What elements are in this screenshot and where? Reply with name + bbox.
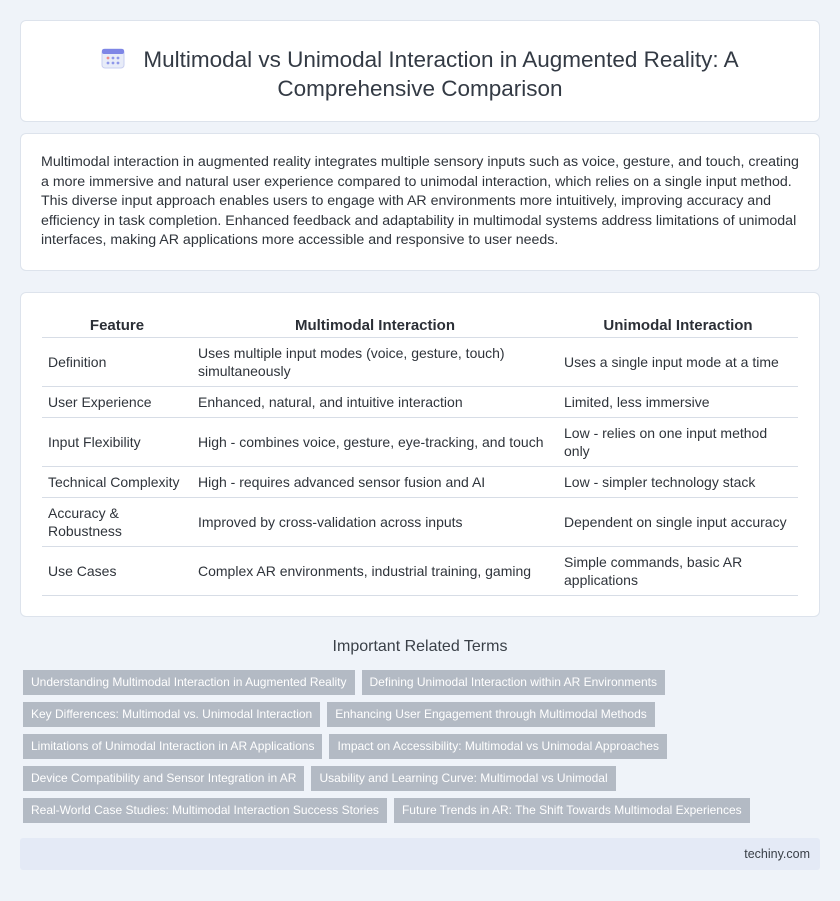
table-row (42, 417, 798, 466)
related-term-tag[interactable]: Key Differences: Multimodal vs. Unimodal Interaction (23, 702, 320, 727)
unimodal-cell: Limited, less immersive (558, 386, 798, 417)
tag-row (23, 734, 667, 759)
related-term-tag[interactable]: Impact on Accessibility: Multimodal vs Unimodal Approaches (329, 734, 666, 759)
table-row (42, 337, 798, 386)
header-feature: Feature (42, 315, 192, 337)
multimodal-cell: Complex AR environments, industrial training, gaming (192, 546, 558, 595)
related-term-tag[interactable]: Device Compatibility and Sensor Integration in AR (23, 766, 304, 791)
multimodal-cell: Uses multiple input modes (voice, gesture, touch) simultaneously (192, 337, 558, 386)
unimodal-cell: Uses a single input mode at a time (558, 337, 798, 386)
intro-paragraph: Multimodal interaction in augmented reality integrates multiple sensory inputs such as voice, gesture, and touch, creating a more immersive and natural user experience compared to unimodal interaction, which relies on a single input method. This diverse input approach enables users to engage with AR environments more intuitively, improving accuracy and efficiency in task completion. Enhanced feedback and adaptability in multimodal systems address limitations of unimodal interfaces, making AR applications more accessible and responsive to user needs. (41, 154, 799, 249)
table-row (42, 497, 798, 546)
related-term-tag[interactable]: Limitations of Unimodal Interaction in AR Applications (23, 734, 322, 759)
related-terms-title: Important Related Terms (332, 638, 508, 655)
feature-cell: Technical Complexity (42, 466, 192, 497)
footer-bar (20, 838, 820, 870)
feature-cell: Input Flexibility (42, 417, 192, 466)
table-row (42, 546, 798, 595)
header-unimodal: Unimodal Interaction (558, 315, 798, 337)
feature-cell: Accuracy & Robustness (42, 497, 192, 546)
unimodal-cell: Low - relies on one input method only (558, 417, 798, 466)
footer-site-link[interactable]: techiny.com (744, 847, 810, 861)
table-row (42, 466, 798, 497)
comparison-card (20, 292, 820, 617)
calendar-icon (101, 47, 125, 69)
title-line-1: Multimodal vs Unimodal Interaction in Augmented Reality: A (143, 47, 739, 72)
header-multimodal: Multimodal Interaction (192, 315, 558, 337)
multimodal-cell: High - combines voice, gesture, eye-tracking, and touch (192, 417, 558, 466)
related-term-tag[interactable]: Defining Unimodal Interaction within AR Environments (362, 670, 665, 695)
feature-cell: User Experience (42, 386, 192, 417)
comparison-table (42, 315, 798, 596)
related-term-tag[interactable]: Understanding Multimodal Interaction in Augmented Reality (23, 670, 355, 695)
tag-row (23, 798, 750, 823)
related-term-tag[interactable]: Enhancing User Engagement through Multimodal Methods (327, 702, 655, 727)
tag-row (23, 766, 616, 791)
multimodal-cell: Improved by cross-validation across inputs (192, 497, 558, 546)
table-header-row (42, 315, 798, 337)
multimodal-cell: Enhanced, natural, and intuitive interaction (192, 386, 558, 417)
unimodal-cell: Low - simpler technology stack (558, 466, 798, 497)
page-title (21, 45, 819, 103)
related-term-tag[interactable]: Usability and Learning Curve: Multimodal vs Unimodal (311, 766, 615, 791)
title-card (20, 20, 820, 122)
tag-row (23, 670, 665, 695)
feature-cell: Definition (42, 337, 192, 386)
intro-card (20, 133, 820, 271)
unimodal-cell: Dependent on single input accuracy (558, 497, 798, 546)
title-line-2: Comprehensive Comparison (277, 76, 563, 101)
table-row (42, 386, 798, 417)
feature-cell: Use Cases (42, 546, 192, 595)
related-term-tag[interactable]: Future Trends in AR: The Shift Towards Multimodal Experiences (394, 798, 750, 823)
multimodal-cell: High - requires advanced sensor fusion and AI (192, 466, 558, 497)
related-term-tag[interactable]: Real-World Case Studies: Multimodal Interaction Success Stories (23, 798, 387, 823)
tag-row (23, 702, 655, 727)
unimodal-cell: Simple commands, basic AR applications (558, 546, 798, 595)
